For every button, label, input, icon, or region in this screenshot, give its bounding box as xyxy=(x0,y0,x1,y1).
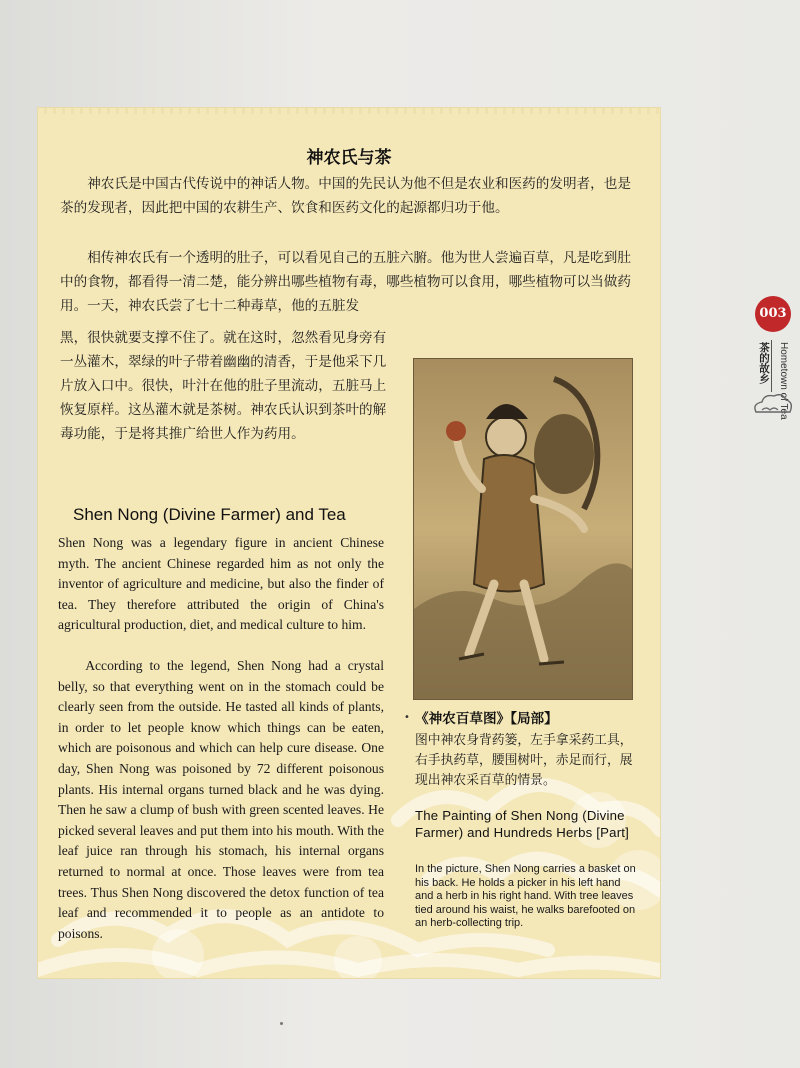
english-paragraph-2: According to the legend, Shen Nong had a crystal belly, so that everything went on in the stomach could be clearly seen from the outside. He tasted all kinds of plants, in order to let people know which things can be eaten, which are poisonous and which can help cure disease. One day, Shen Nong was poisoned by 72 different poisonous plants. His internal organs turned black and he was dying. Then he saw a clump of bush with green scented leaves. He picked several leaves and put them into his mouth. With the leaf juice ran through his stomach, his internal organs returned to normal at once. Those leaves were from tea trees. Thus Shen Nong discovered the detox function of tea leaf and recommended it to people as an antidote to poisons. xyxy=(58,658,384,941)
chinese-title: 神农氏与茶 xyxy=(306,148,392,168)
shen-nong-painting xyxy=(413,358,633,700)
english-paragraph-1: Shen Nong was a legendary figure in ancient Chinese myth. The ancient Chinese regarded him as not only the inventor of agriculture and medicine, but also the finder of tea. They therefore attributed the origin of China's agricultural production, diet, and medical culture to him. xyxy=(58,535,384,633)
chinese-paragraph-1: 神农氏是中国古代传说中的神话人物。中国的先民认为他不但是农业和医药的发明者，也是茶的发现者，因此把中国的农耕生产、饮食和医药文化的起源都归功于他。 xyxy=(60,176,631,216)
caption-bullet: • xyxy=(404,712,410,723)
chinese-paragraph-3: 黑，很快就要支撑不住了。就在这时，忽然看见身旁有一丛灌木，翠绿的叶子带着幽幽的清香，于是他采下几片放入口中。很快，叶汁在他的肚子里流动，五脏马上恢复原样。这丛灌木就是茶树。神农氏认识到茶叶的解毒功能，于是将其推广给世人作为药用。 xyxy=(60,330,387,442)
panel-perforated-edge xyxy=(38,108,660,114)
cloud-icon xyxy=(752,394,792,418)
english-title: Shen Nong (Divine Farmer) and Tea xyxy=(73,505,346,524)
page-number-badge: 003 xyxy=(755,296,791,332)
caption-chinese-title: 《神农百草图》【局部】 xyxy=(415,711,558,727)
caption-chinese-text: 图中神农身背药篓，左手拿采药工具，右手执药草，腰围树叶，赤足而行，展现出神农采百草的情景。 xyxy=(415,733,633,788)
section-english-label: Hometown of Tea xyxy=(778,342,789,420)
chinese-paragraph-2: 相传神农氏有一个透明的肚子，可以看见自己的五脏六腑。他为世人尝遍百草，凡是吃到肚中的食物，都看得一清二楚，能分辨出哪些植物有毒，哪些植物可以食用，哪些植物可以当做药用。一天，神农氏尝了七十二种毒草，他的五脏发 xyxy=(60,250,631,314)
page-dot xyxy=(280,1022,283,1025)
caption-english-title: The Painting of Shen Nong (Divine Farmer) and Hundreds Herbs [Part] xyxy=(415,808,630,840)
side-divider xyxy=(771,340,772,392)
caption-english-text: In the picture, Shen Nong carries a basket on his back. He holds a picker in his left hand and a herb in his right hand. With tree leaves tied around his waist, he walks barefooted on an herb-collecting trip. xyxy=(415,863,636,930)
section-chinese-label: 茶的故乡 xyxy=(758,342,770,384)
